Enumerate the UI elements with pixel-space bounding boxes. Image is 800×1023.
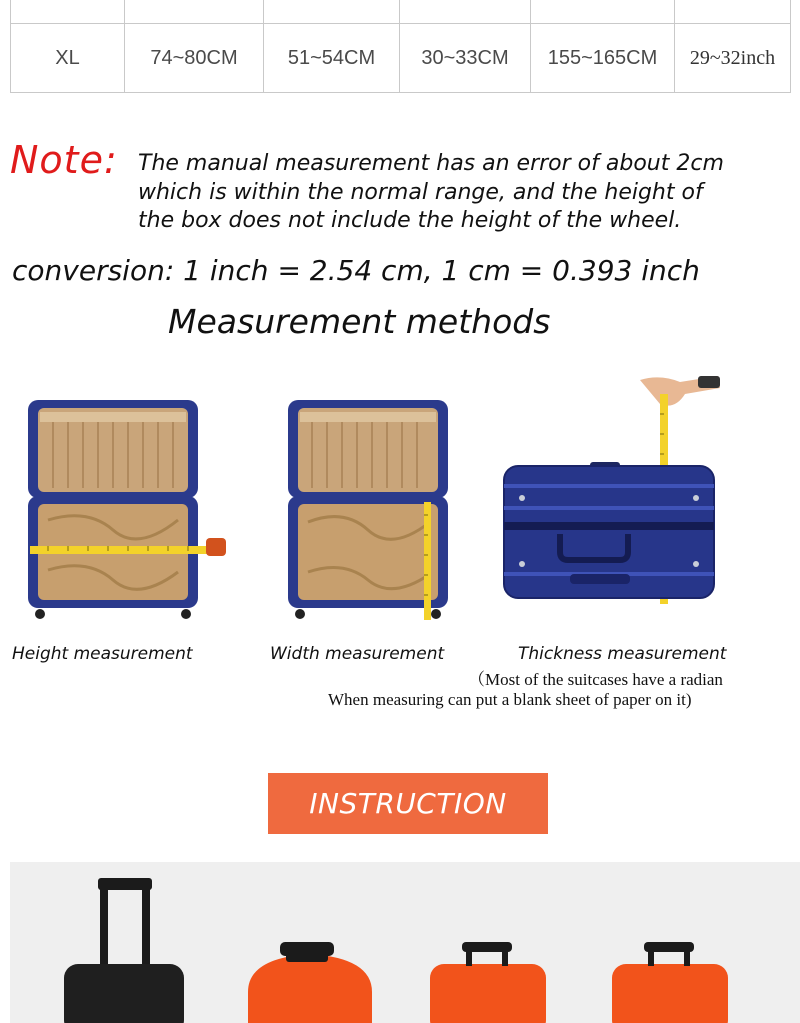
width-cell: 51~54CM [264, 24, 400, 93]
thickness-cell: 30~33CM [400, 24, 531, 93]
height-cell: 74~80CM [125, 24, 264, 93]
size-cell: XL [11, 24, 125, 93]
conversion-text: conversion: 1 inch = 2.54 cm, 1 cm = 0.393 inch [12, 254, 700, 287]
methods-title: Measurement methods [168, 302, 551, 341]
open-suitcase-height-photo [18, 390, 230, 620]
closed-suitcase-thickness-photo [500, 374, 725, 610]
note-label: Note: [10, 138, 118, 182]
inch-cell: 29~32inch [675, 24, 791, 93]
height-caption: Height measurement [12, 644, 193, 664]
thickness-caption: Thickness measurement [518, 644, 727, 664]
note-line-3: the box does not include the height of the wheel. [138, 208, 682, 233]
luggage-cover-icon [612, 942, 728, 1023]
note-line-1: The manual measurement has an error of about 2cm [138, 151, 724, 176]
instruction-button[interactable]: INSTRUCTION [268, 773, 548, 834]
luggage-bare-icon [64, 878, 184, 1023]
note-line-2: which is within the normal range, and the height of [138, 179, 703, 205]
luggage-cover-icon [430, 942, 546, 1023]
open-suitcase-width-photo [280, 390, 460, 622]
luggage-cover-icon [248, 942, 372, 1023]
width-caption: Width measurement [270, 644, 445, 664]
thickness-note-line-2: When measuring can put a blank sheet of paper on it) [328, 690, 692, 709]
note-text [138, 150, 793, 236]
table-row-previous [11, 0, 791, 24]
instruction-panel [10, 862, 800, 1023]
size-table [10, 0, 791, 93]
table-row-xl [11, 24, 791, 93]
thickness-note-line-1: （Most of the suitcases have a radian [468, 670, 723, 689]
total-cell: 155~165CM [531, 24, 675, 93]
